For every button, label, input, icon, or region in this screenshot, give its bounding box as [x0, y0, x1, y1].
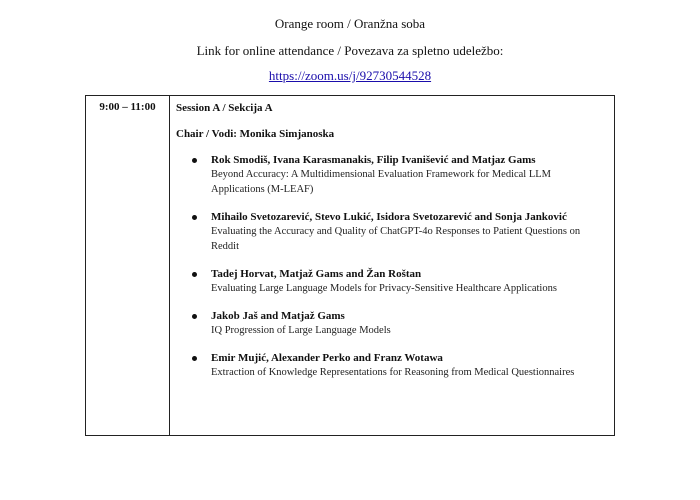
list-item [176, 309, 606, 338]
room-line [0, 16, 700, 32]
list-item [176, 267, 606, 296]
list-item [176, 210, 606, 254]
room-text: Orange room / Oranžna soba [274, 16, 426, 31]
zoom-link-line [0, 68, 700, 84]
talk-authors: Jakob Jaš and Matjaž Gams [211, 310, 345, 322]
session-chair: Chair / Vodi: Monika Simjanoska [176, 128, 335, 140]
talk-authors: Mihailo Svetozarević, Stevo Lukić, Isidora Svetozarević and Sonja Janković [211, 211, 567, 223]
talk-authors: Emir Mujić, Alexander Perko and Franz Wotawa [211, 352, 443, 364]
talk-title: Evaluating Large Language Models for Privacy-Sensitive Healthcare Applications [211, 283, 557, 294]
list-item [176, 351, 606, 380]
online-attendance-line [0, 43, 700, 59]
talk-title: Beyond Accuracy: A Multidimensional Evaluation Framework for Medical LLM Applications (M-LEAF) [211, 169, 552, 195]
session-time: 9:00 – 11:00 [86, 96, 170, 435]
talk-title: IQ Progression of Large Language Models [211, 325, 391, 336]
talk-list [176, 153, 606, 380]
session-title: Session A / Sekcija A [176, 102, 273, 114]
talk-authors: Rok Smodiš, Ivana Karasmanakis, Filip Ivanišević and Matjaz Gams [211, 154, 536, 166]
online-label: Link for online attendance / Povezava za spletno udeležbo: [196, 43, 504, 58]
session-table [85, 95, 615, 436]
zoom-link[interactable]: https://zoom.us/j/92730544528 [268, 68, 432, 83]
list-item [176, 153, 606, 197]
talk-authors: Tadej Horvat, Matjaž Gams and Žan Roštan [211, 268, 422, 280]
cropped-previous-line [200, 0, 500, 4]
session-content [176, 96, 606, 393]
talk-title: Evaluating the Accuracy and Quality of ChatGPT-4o Responses to Patient Questions on Reddit [211, 226, 581, 252]
talk-title: Extraction of Knowledge Representations for Reasoning from Medical Questionnaires [211, 367, 575, 378]
